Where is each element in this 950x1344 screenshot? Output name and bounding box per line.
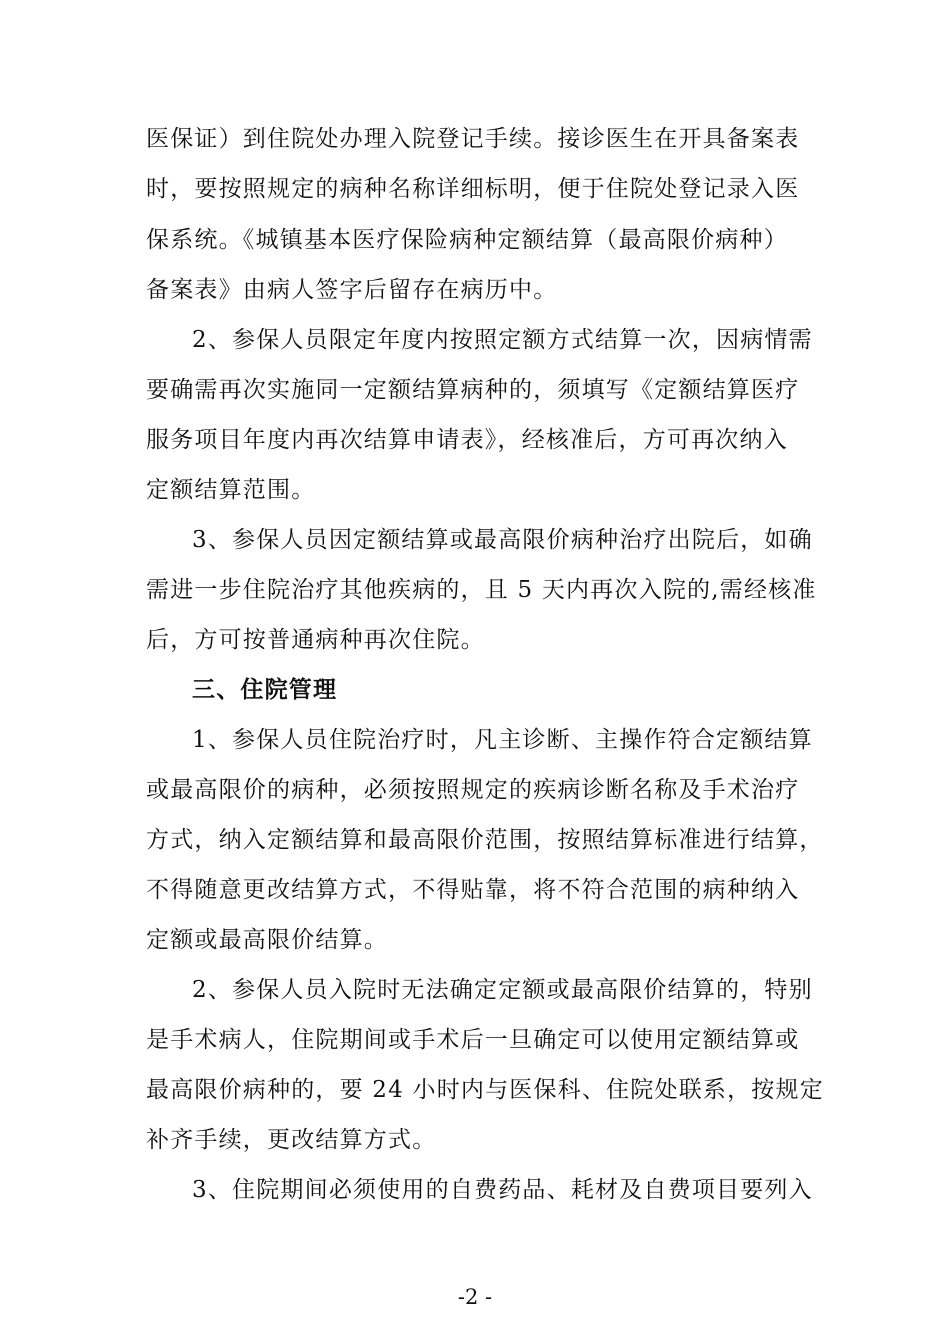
paragraph-line: 备案表》由病人签字后留存在病历中。 xyxy=(146,277,558,303)
paragraph-line: 补齐手续，更改结算方式。 xyxy=(146,1127,437,1153)
paragraph-line: 2、参保人员限定年度内按照定额方式结算一次，因病情需 xyxy=(192,327,813,353)
paragraph-line: 时，要按照规定的病种名称详细标明，便于住院处登记录入医 xyxy=(146,176,800,202)
page-number: -2 - xyxy=(457,1285,493,1309)
paragraph-line: 医保证）到住院处办理入院登记手续。接诊医生在开具备案表 xyxy=(146,126,800,152)
paragraph-line: 3、住院期间必须使用的自费药品、耗材及自费项目要列入 xyxy=(192,1177,813,1203)
paragraph-line: 1、参保人员住院治疗时，凡主诊断、主操作符合定额结算 xyxy=(192,727,813,753)
paragraph-line: 最高限价病种的，要 24 小时内与医保科、住院处联系，按规定 xyxy=(146,1077,824,1103)
paragraph-line: 服务项目年度内再次结算申请表》，经核准后，方可再次纳入 xyxy=(146,427,788,453)
paragraph-line: 是手术病人，住院期间或手术后一旦确定可以使用定额结算或 xyxy=(146,1027,800,1053)
paragraph-line: 2、参保人员入院时无法确定定额或最高限价结算的，特别 xyxy=(192,977,813,1003)
paragraph-line: 3、参保人员因定额结算或最高限价病种治疗出院后，如确 xyxy=(192,527,813,553)
paragraph-line: 不得随意更改结算方式，不得贴靠，将不符合范围的病种纳入 xyxy=(146,877,800,903)
paragraph-line: 需进一步住院治疗其他疾病的，且 5 天内再次入院的,需经核准 xyxy=(146,577,817,603)
paragraph-line: 方式，纳入定额结算和最高限价范围，按照结算标准进行结算， xyxy=(146,827,824,853)
paragraph-line: 要确需再次实施同一定额结算病种的，须填写《定额结算医疗 xyxy=(146,377,800,403)
paragraph-line: 保系统。《城镇基本医疗保险病种定额结算（最高限价病种） xyxy=(146,227,788,253)
paragraph-line: 定额结算范围。 xyxy=(146,477,316,503)
section-heading: 三、住院管理 xyxy=(192,677,338,703)
paragraph-line: 或最高限价的病种，必须按照规定的疾病诊断名称及手术治疗 xyxy=(146,777,800,803)
paragraph-line: 定额或最高限价结算。 xyxy=(146,927,388,953)
paragraph-line: 后，方可按普通病种再次住院。 xyxy=(146,627,485,653)
